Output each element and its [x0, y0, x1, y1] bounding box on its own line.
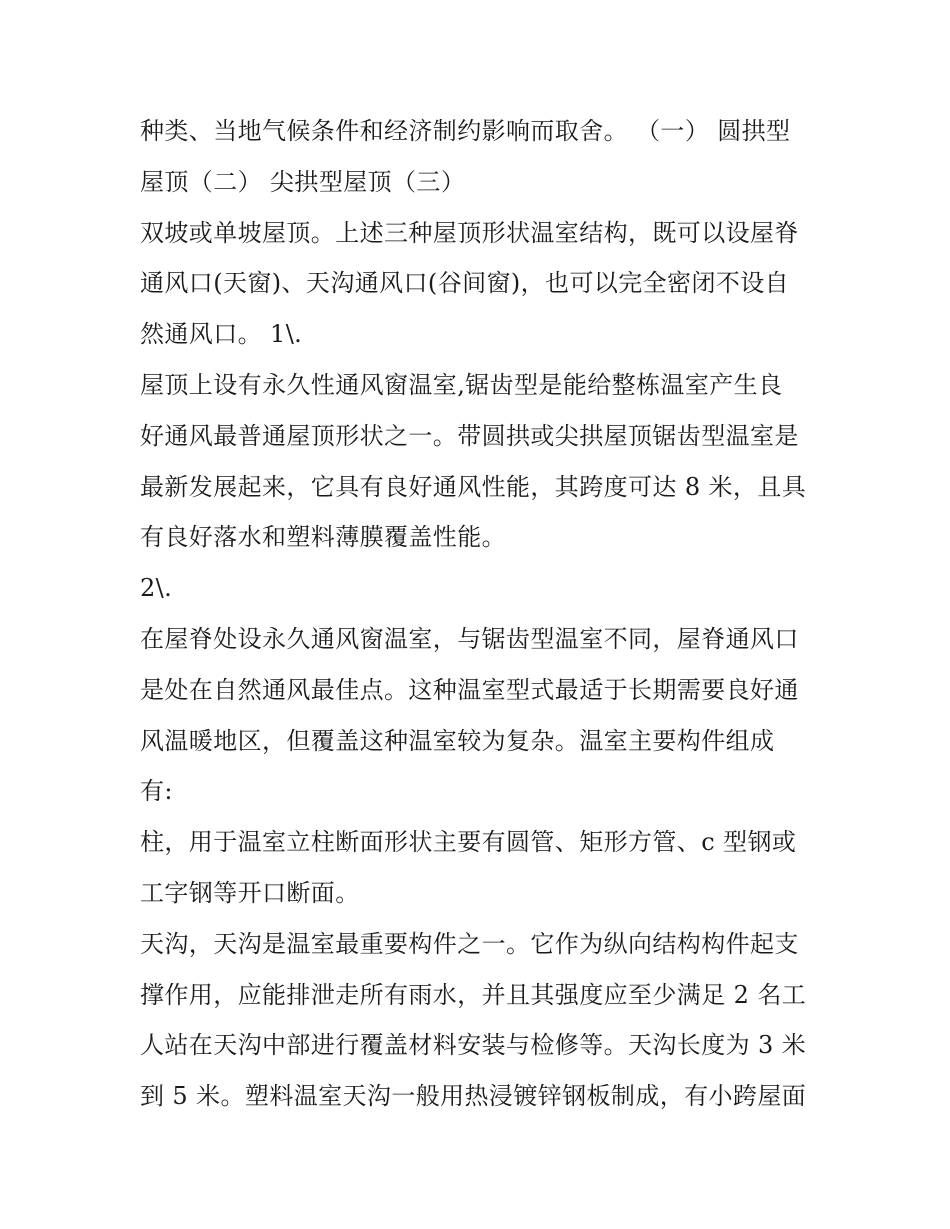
- paragraph-gutter: [140, 919, 820, 1122]
- text-line: 工字钢等开口断面。: [140, 878, 360, 907]
- paragraph-ridge-vent: [140, 614, 820, 817]
- text-line: 双坡或单坡屋顶。上述三种屋顶形状温室结构，既可以设屋脊: [140, 218, 799, 247]
- text-line: 有良好落水和塑料薄膜覆盖性能。: [140, 523, 506, 552]
- text-line: 人站在天沟中部进行覆盖材料安装与检修等。天沟长度为 3 米: [140, 1031, 807, 1060]
- text-line: 到 5 米。塑料温室天沟一般用热浸镀锌钢板制成，有小跨屋面: [140, 1082, 807, 1111]
- text-line: 好通风最普通屋顶形状之一。带圆拱或尖拱屋顶锯齿型温室是: [140, 421, 799, 450]
- text-line: 最新发展起来，它具有良好通风性能，其跨度可达 8 米，且具: [140, 472, 807, 501]
- text-line: 柱，用于温室立柱断面形状主要有圆管、矩形方管、c 型钢或: [140, 828, 797, 857]
- text-line: 是处在自然通风最佳点。这种温室型式最适于长期需要良好通: [140, 675, 799, 704]
- text-line: 屋顶上设有永久性通风窗温室,锯齿型是能给整栋温室产生良: [140, 370, 783, 399]
- paragraph-columns: [140, 817, 820, 919]
- paragraph-sawtooth: [140, 360, 820, 563]
- text-line: 然通风口。 1\.: [140, 320, 303, 349]
- paragraph-ventilation: [140, 208, 820, 360]
- paragraph-roof-types: [140, 106, 820, 208]
- text-line: 天沟，天沟是温室最重要构件之一。它作为纵向结构构件起支: [140, 929, 799, 958]
- document-body: [140, 106, 820, 1122]
- text-line: 屋顶（二） 尖拱型屋顶（三）: [140, 167, 466, 196]
- text-line: 有:: [140, 777, 173, 806]
- text-line: 通风口(天窗)、天沟通风口(谷间窗)，也可以完全密闭不设自: [140, 269, 790, 298]
- section-number: 2\.: [140, 574, 173, 603]
- text-line: 撑作用，应能排泄走所有雨水，并且其强度应至少满足 2 名工: [140, 980, 807, 1009]
- paragraph-section-number: [140, 563, 820, 614]
- text-line: 在屋脊处设永久通风窗温室，与锯齿型温室不同，屋脊通风口: [140, 624, 799, 653]
- text-line: 风温暖地区，但覆盖这种温室较为复杂。温室主要构件组成: [140, 726, 775, 755]
- text-line: 种类、当地气候条件和经济制约影响而取舍。 （一） 圆拱型: [140, 117, 791, 145]
